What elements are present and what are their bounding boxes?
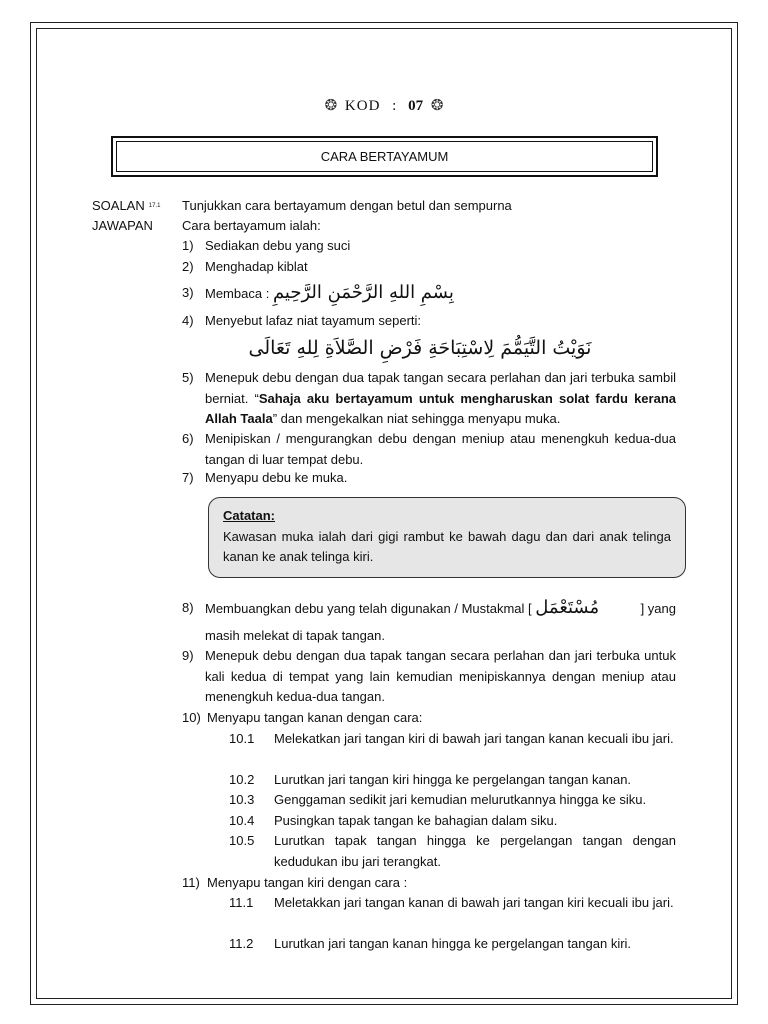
step-text	[205, 283, 676, 305]
step-8-text-b: ] yang	[640, 601, 676, 616]
step-3	[182, 283, 676, 305]
step-number: 5)	[182, 370, 194, 385]
step-5-text-a: Menepuk debu dengan dua tapak tangan secara perlahan dan jari terbuka sambil berniat. “	[205, 370, 676, 406]
note-box	[208, 497, 686, 578]
soalan-label-text: SOALAN	[92, 198, 145, 213]
substep-10-4	[229, 811, 676, 832]
substep-number: 10.3	[229, 792, 255, 807]
substep-number: 11.2	[229, 936, 254, 951]
kod-colon: :	[392, 98, 397, 114]
step-number: 7)	[182, 470, 194, 485]
substep-text: Lurutkan jari tangan kanan hingga ke pergelangan tangan kiri.	[274, 936, 632, 951]
step-4	[182, 311, 676, 332]
step-text: Menepuk debu dengan dua tapak tangan secara perlahan dan jari terbuka untuk kali kedua di tempat yang lain kemudian menipiskannya dengan meniup atau menengkuh kedua-dua tangan.	[205, 648, 676, 704]
step-number: 6)	[182, 431, 194, 446]
step-number: 2)	[182, 259, 194, 274]
jawapan-label: JAWAPAN	[92, 218, 153, 233]
step-8-line-1	[205, 598, 599, 620]
step-6	[182, 429, 676, 470]
substep-number: 10.5	[229, 833, 255, 848]
step-number: 4)	[182, 313, 194, 328]
kod-header	[0, 96, 768, 115]
step-number: 10)	[182, 710, 201, 725]
step-5-niat-bold: Sahaja aku bertayamum untuk mengharuskan solat fardu kerana Allah Taala	[205, 390, 676, 426]
step-8-continued	[182, 626, 676, 647]
step-text: Menyapu tangan kiri dengan cara :	[207, 875, 408, 890]
ornament-left-icon: ❂	[324, 98, 338, 114]
substep-text: Lurutkan tapak tangan hingga ke pergelangan tangan dengan kedudukan ibu jari terangkat.	[274, 833, 676, 869]
substep-11-2	[229, 934, 676, 955]
page-title: CARA BERTAYAMUM	[116, 141, 653, 172]
step-text: Menipiskan / mengurangkan debu dengan meniup atau menengkuh kedua-dua tangan di luar tempat debu.	[205, 431, 676, 467]
soalan-number: 17.1	[148, 203, 161, 210]
basmalah-arabic: بِسْمِ اللهِ الرَّحْمَنِ الرَّحِيمِ	[272, 282, 454, 303]
substep-10-2	[229, 770, 676, 791]
substep-text: Meletakkan jari tangan kanan di bawah jari tangan kiri kecuali ibu jari.	[274, 895, 674, 910]
substep-number: 10.2	[229, 772, 255, 787]
step-number: 3)	[182, 285, 194, 300]
niat-arabic: نَوَيْتُ التَّيَمُّمَ لِاسْتِبَاحَةِ فَرْضِ الصَّلاَةِ لِلهِ تَعَالَى	[248, 337, 592, 359]
substep-text: Lurutkan jari tangan kiri hingga ke pergelangan tangan kanan.	[274, 772, 632, 787]
kod-number: 07	[408, 98, 424, 114]
step-text: Sediakan debu yang suci	[205, 238, 351, 253]
step-text: Menyapu debu ke muka.	[205, 470, 348, 485]
step-text	[205, 598, 676, 620]
kod-label: KOD	[344, 98, 381, 114]
step-7	[182, 468, 676, 489]
substep-10-3	[229, 790, 676, 811]
step-number: 9)	[182, 648, 194, 663]
substep-number: 10.1	[229, 731, 255, 746]
soalan-label	[92, 196, 160, 217]
substep-text: Melekatkan jari tangan kiri di bawah jari tangan kanan kecuali ibu jari.	[274, 731, 674, 746]
soalan-text: Tunjukkan cara bertayamum dengan betul dan sempurna	[182, 198, 512, 213]
step-5-text-b: ” dan mengekalkan niat sehingga menyapu muka.	[272, 411, 561, 426]
step-8-text-a: Membuangkan debu yang telah digunakan / Mustakmal [	[205, 601, 532, 616]
step-5	[182, 368, 676, 430]
title-box	[111, 136, 658, 177]
note-heading: Catatan:	[223, 508, 276, 523]
substep-number: 11.1	[229, 895, 254, 910]
substep-text: Pusingkan tapak tangan ke bahagian dalam siku.	[274, 813, 558, 828]
substep-10-5	[229, 831, 676, 872]
step-number: 11)	[182, 875, 200, 890]
substep-11-1	[229, 893, 676, 914]
jawapan-intro: Cara bertayamum ialah:	[182, 218, 321, 233]
substep-10-1	[229, 729, 676, 750]
step-10	[182, 708, 676, 729]
step-number: 8)	[182, 600, 194, 615]
substep-number: 10.4	[229, 813, 255, 828]
step-9	[182, 646, 676, 708]
step-1	[182, 236, 676, 257]
step-text: Menyebut lafaz niat tayamum seperti:	[205, 313, 422, 328]
step-2	[182, 257, 676, 278]
step-11	[182, 873, 676, 894]
step-3-label: Membaca :	[205, 286, 270, 301]
mustakmal-arabic: مُسْتَعْمَل	[535, 597, 600, 618]
step-number: 1)	[182, 238, 194, 253]
step-text: Menghadap kiblat	[205, 259, 308, 274]
substep-text: Genggaman sedikit jari kemudian melurutkannya hingga ke siku.	[274, 792, 647, 807]
step-8	[182, 598, 676, 620]
step-text: Menyapu tangan kanan dengan cara:	[207, 710, 423, 725]
ornament-right-icon: ❂	[430, 98, 444, 114]
note-body: Kawasan muka ialah dari gigi rambut ke bawah dagu dan dari anak telinga kanan ke anak telinga kiri.	[223, 528, 671, 564]
step-text: masih melekat di tapak tangan.	[205, 628, 385, 643]
step-text	[205, 368, 676, 430]
